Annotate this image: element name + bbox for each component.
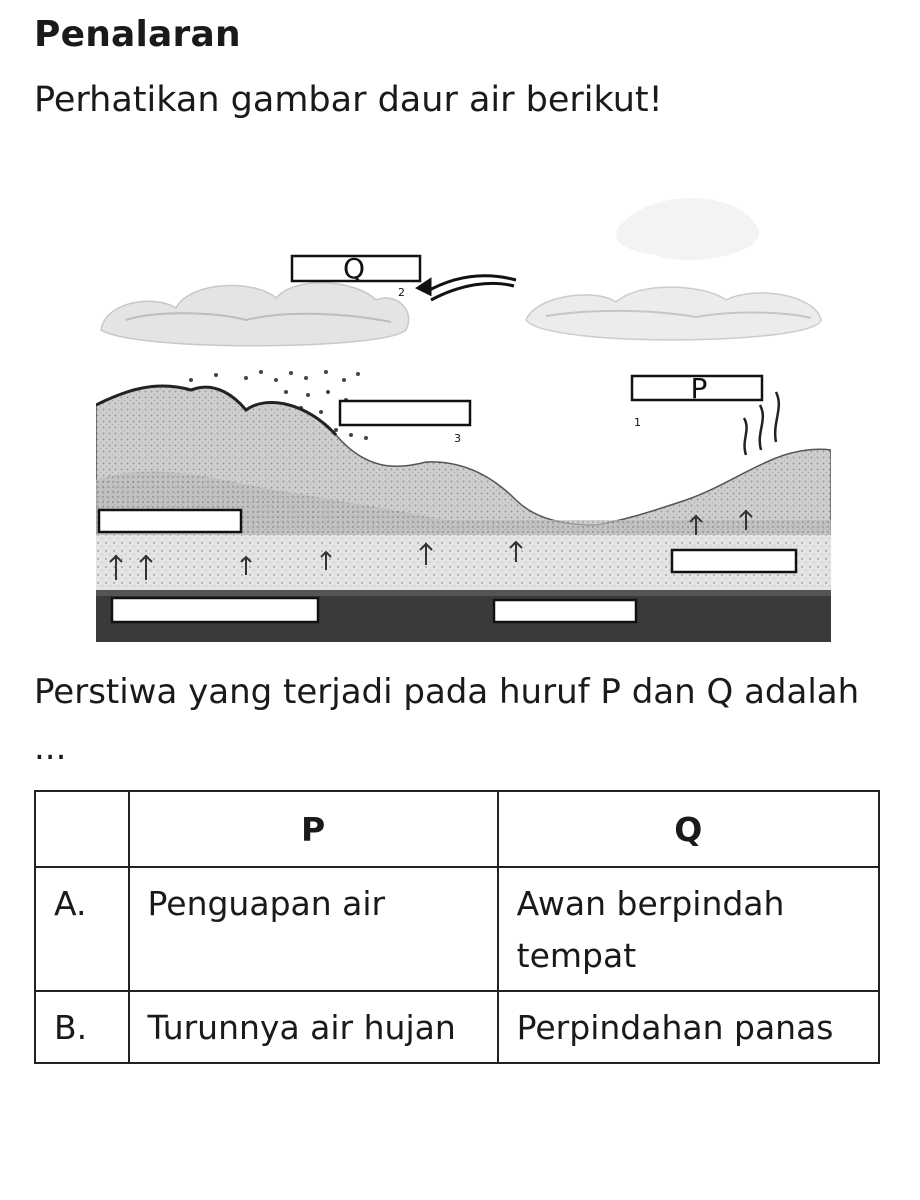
label-box-bottom-middle xyxy=(494,600,636,622)
instruction-text: Perhatikan gambar daur air berikut! xyxy=(34,80,663,120)
table-header-empty xyxy=(35,791,129,867)
option-p-value: Penguapan air xyxy=(129,867,498,991)
answer-table xyxy=(34,790,880,1064)
label-box-right xyxy=(672,550,796,572)
option-label: B. xyxy=(35,991,129,1063)
evaporation-arrows xyxy=(744,392,779,455)
option-q-value: Perpindahan panas xyxy=(498,991,879,1063)
table-header-q: Q xyxy=(498,791,879,867)
cloud-movement-arrow xyxy=(418,276,516,300)
label-num-2: 2 xyxy=(398,286,405,299)
table-row xyxy=(35,991,879,1063)
label-num-3: 3 xyxy=(454,432,461,445)
right-cloud xyxy=(526,198,821,340)
question-text: Perstiwa yang terjadi pada huruf P dan Q adalah ... xyxy=(34,672,860,768)
water-cycle-illustration xyxy=(96,180,831,642)
label-num-1: 1 xyxy=(634,416,641,429)
label-box-bottom-left xyxy=(112,598,318,622)
table-header-p: P xyxy=(129,791,498,867)
option-p-value: Turunnya air hujan xyxy=(129,991,498,1063)
table-row xyxy=(35,867,879,991)
label-box-3 xyxy=(340,401,470,445)
section-heading: Penalaran xyxy=(34,14,241,55)
option-label: A. xyxy=(35,867,129,991)
label-p: P xyxy=(690,372,708,405)
option-q-value: Awan berpindah tempat xyxy=(498,867,879,991)
rain-cloud xyxy=(101,283,409,346)
label-box-left xyxy=(99,510,241,532)
label-box-p xyxy=(632,372,762,429)
label-q: Q xyxy=(342,252,366,285)
table-header-row xyxy=(35,791,879,867)
